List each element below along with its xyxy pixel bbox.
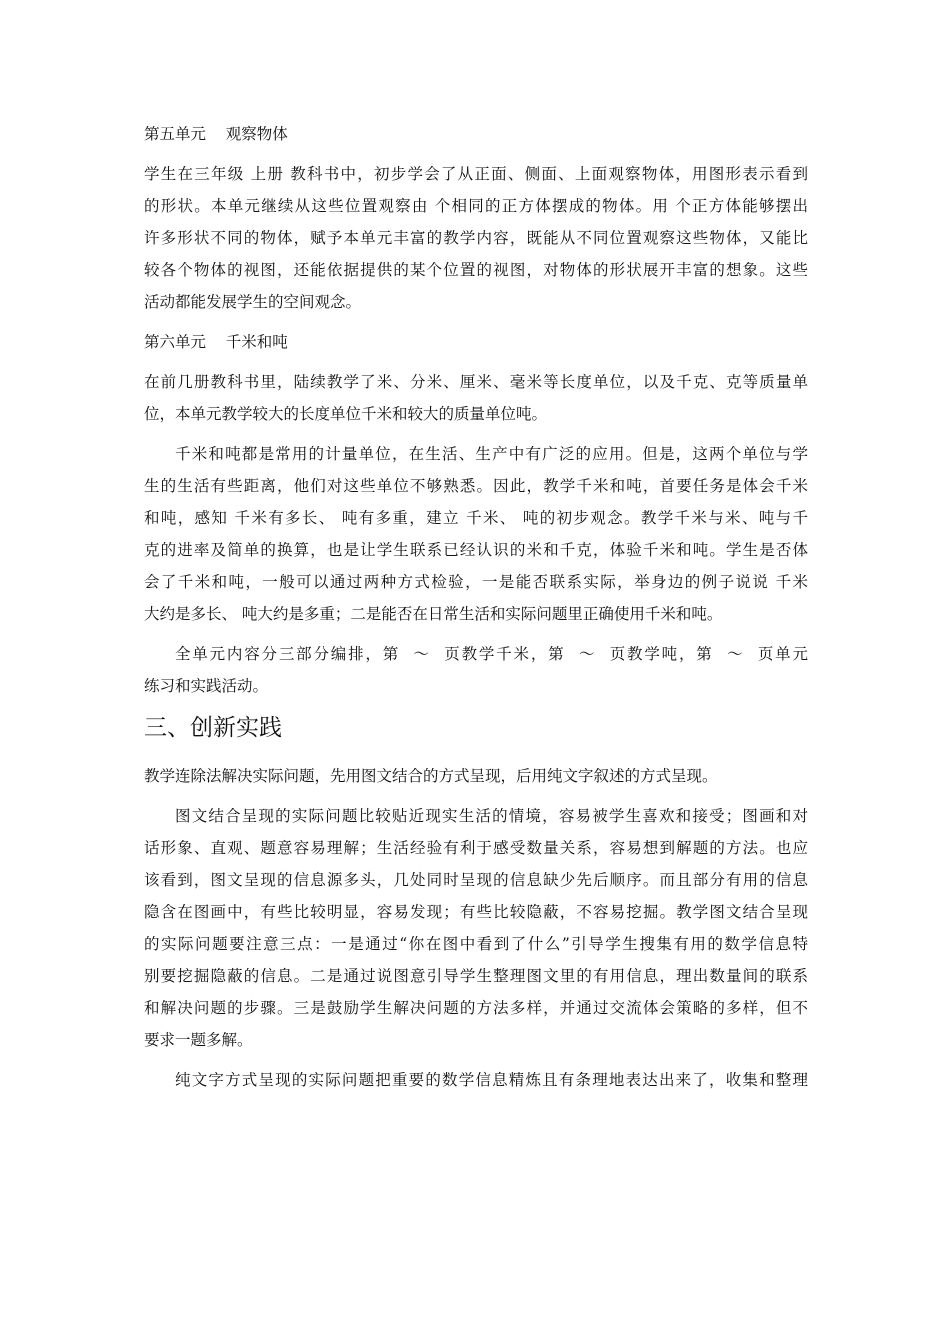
unit5-line-4: 较各个物体的视图，还能依据提供的某个位置的视图，对物体的形状展开丰富的想象。这些	[144, 261, 808, 279]
section3-p1-line-1: 教学连除法解决实际问题，先用图文结合的方式呈现，后用纯文字叙述的方式呈现。	[144, 767, 718, 785]
section3-p2-line-4: 隐含在图画中，有些比较明显，容易发现；有些比较隐蔽，不容易挖掘。教学图文结合呈现	[144, 903, 808, 921]
section3-p2-line-3: 该看到，图文呈现的信息源多头，几处同时呈现的信息缺少先后顺序。而且部分有用的信息	[144, 871, 808, 889]
section3-paragraph-1	[144, 760, 808, 792]
unit5-heading: 第五单元 观察物体	[144, 125, 288, 143]
unit6-p1-line-2: 位，本单元教学较大的长度单位千米和较大的质量单位吨。	[144, 405, 548, 423]
unit5-paragraph	[144, 158, 808, 318]
unit6-p2-line-3: 和吨，感知 千米有多长、 吨有多重，建立 千米、 吨的初步观念。教学千米与米、吨与千	[144, 509, 808, 527]
section3-p2-line-8: 要求一题多解。	[144, 1031, 253, 1049]
unit6-paragraph-3	[144, 638, 808, 702]
unit6-p2-line-1: 千米和吨都是常用的计量单位，在生活、生产中有广泛的应用。但是，这两个单位与学	[175, 445, 808, 463]
section3-p2-line-1: 图文结合呈现的实际问题比较贴近现实生活的情境，容易被学生喜欢和接受；图画和对	[175, 807, 808, 825]
unit5-line-5: 活动都能发展学生的空间观念。	[144, 293, 362, 311]
unit5-line-2: 的形状。本单元继续从这些位置观察由 个相同的正方体摆成的物体。用 个正方体能够摆出	[144, 197, 808, 215]
unit5-line-1: 学生在三年级 上册 教科书中，初步学会了从正面、侧面、上面观察物体，用图形表示看到	[144, 165, 808, 183]
unit6-heading: 第六单元 千米和吨	[144, 333, 288, 351]
unit5-line-3: 许多形状不同的物体，赋予本单元丰富的教学内容，既能从不同位置观察这些物体，又能比	[144, 229, 808, 247]
unit6-p3-line-1: 全单元内容分三部分编排，第 ～ 页教学千米，第 ～ 页教学吨，第 ～ 页单元	[175, 645, 808, 663]
unit6-p2-line-6: 大约是多长、 吨大约是多重；二是能否在日常生活和实际问题里正确使用千米和吨。	[144, 605, 723, 623]
unit6-p2-line-5: 会了千米和吨，一般可以通过两种方式检验，一是能否联系实际，举身边的例子说说 千米	[144, 573, 808, 591]
section3-p2-line-2: 话形象、直观、题意容易理解；生活经验有利于感受数量关系，容易想到解题的方法。也应	[144, 839, 808, 857]
section3-paragraph-3	[144, 1064, 808, 1096]
section3-p2-line-5: 的实际问题要注意三点：一是通过“你在图中看到了什么”引导学生搜集有用的数学信息特	[144, 935, 808, 953]
unit6-p3-line-2: 练习和实践活动。	[144, 677, 269, 695]
section3-paragraph-2	[144, 800, 808, 1056]
unit6-p2-line-2: 生的生活有些距离，他们对这些单位不够熟悉。因此，教学千米和吨，首要任务是体会千米	[144, 477, 808, 495]
unit6-p2-line-4: 克的进率及简单的换算，也是让学生联系已经认识的米和千克，体验千米和吨。学生是否体	[144, 541, 808, 559]
unit6-paragraph-2	[144, 438, 808, 630]
unit6-paragraph-1	[144, 366, 808, 430]
unit6-p1-line-1: 在前几册教科书里，陆续教学了米、分米、厘米、毫米等长度单位，以及千克、克等质量单	[144, 373, 808, 391]
section3-p3-line-1: 纯文字方式呈现的实际问题把重要的数学信息精炼且有条理地表达出来了，收集和整理	[175, 1071, 808, 1089]
section3-heading: 三、创新实践	[144, 715, 282, 741]
section3-p2-line-6: 别要挖掘隐蔽的信息。二是通过说图意引导学生整理图文里的有用信息，理出数量间的联系	[144, 967, 808, 985]
document-page	[144, 118, 808, 1104]
section3-p2-line-7: 和解决问题的步骤。三是鼓励学生解决问题的方法多样，并通过交流体会策略的多样，但不	[144, 999, 808, 1017]
